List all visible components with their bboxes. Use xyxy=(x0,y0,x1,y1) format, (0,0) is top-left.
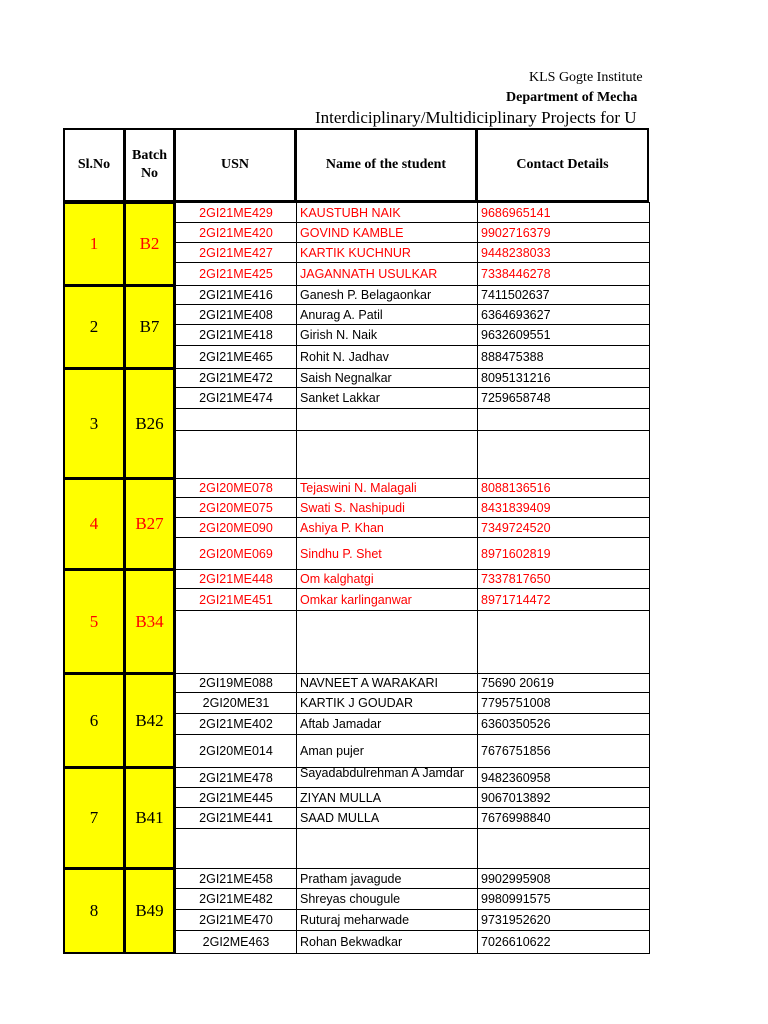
contact-cell: 7338446278 xyxy=(477,262,650,286)
name-cell: SAAD MULLA xyxy=(296,807,478,829)
column-header-slno: Sl.No xyxy=(63,128,125,202)
column-header-usn: USN xyxy=(174,128,296,202)
usn-cell xyxy=(175,408,297,431)
contact-cell: 8095131216 xyxy=(477,368,650,388)
usn-cell: 2GI21ME418 xyxy=(175,324,297,346)
batch-no-cell: B34 xyxy=(124,569,175,674)
usn-cell: 2GI20ME075 xyxy=(175,497,297,518)
project-title: Interdiciplinary/Multidiciplinary Projects for U xyxy=(315,108,637,127)
usn-cell: 2GI21ME420 xyxy=(175,222,297,243)
name-cell: KAUSTUBH NAIK xyxy=(296,202,478,223)
contact-cell: 8088136516 xyxy=(477,478,650,498)
name-cell: Rohan Bekwadkar xyxy=(296,930,478,954)
name-cell: Sayadabdulrehman A Jamdar xyxy=(296,767,478,788)
name-cell: Swati S. Nashipudi xyxy=(296,497,478,518)
sl-no-cell: 4 xyxy=(63,478,125,570)
contact-cell: 7349724520 xyxy=(477,517,650,538)
usn-cell: 2GI20ME069 xyxy=(175,537,297,570)
batch-no-cell: B26 xyxy=(124,368,175,479)
name-cell: NAVNEET A WARAKARI xyxy=(296,673,478,693)
name-cell xyxy=(296,430,478,479)
name-cell: KARTIK J GOUDAR xyxy=(296,692,478,714)
usn-cell: 2GI2ME463 xyxy=(175,930,297,954)
usn-cell xyxy=(175,610,297,674)
usn-cell xyxy=(175,430,297,479)
contact-cell xyxy=(477,408,650,431)
contact-cell: 9482360958 xyxy=(477,767,650,788)
usn-cell: 2GI21ME482 xyxy=(175,888,297,910)
usn-cell: 2GI20ME31 xyxy=(175,692,297,714)
sl-no-cell: 1 xyxy=(63,202,125,286)
batch-no-cell: B49 xyxy=(124,868,175,954)
name-cell: Om kalghatgi xyxy=(296,569,478,589)
contact-cell: 9686965141 xyxy=(477,202,650,223)
name-cell: Sindhu P. Shet xyxy=(296,537,478,570)
contact-cell: 7337817650 xyxy=(477,569,650,589)
name-cell: Saish Negnalkar xyxy=(296,368,478,388)
institute-name: KLS Gogte Institute xyxy=(529,70,643,85)
usn-cell: 2GI21ME465 xyxy=(175,345,297,369)
sl-no-cell: 2 xyxy=(63,285,125,369)
column-header-name: Name of the student xyxy=(295,128,477,202)
usn-cell: 2GI21ME427 xyxy=(175,242,297,263)
contact-cell: 7795751008 xyxy=(477,692,650,714)
name-cell: Ganesh P. Belagaonkar xyxy=(296,285,478,305)
usn-cell xyxy=(175,828,297,869)
name-cell: Pratham javagude xyxy=(296,868,478,889)
name-cell xyxy=(296,828,478,869)
contact-cell: 7676751856 xyxy=(477,734,650,768)
name-cell: Omkar karlinganwar xyxy=(296,588,478,611)
name-cell: Anurag A. Patil xyxy=(296,304,478,325)
column-header-contact: Contact Details xyxy=(476,128,649,202)
usn-cell: 2GI21ME425 xyxy=(175,262,297,286)
name-cell xyxy=(296,408,478,431)
batch-no-cell: B42 xyxy=(124,673,175,768)
usn-cell: 2GI21ME429 xyxy=(175,202,297,223)
contact-cell: 7026610622 xyxy=(477,930,650,954)
name-cell: Ruturaj meharwade xyxy=(296,909,478,931)
usn-cell: 2GI21ME472 xyxy=(175,368,297,388)
sl-no-cell: 7 xyxy=(63,767,125,869)
contact-cell: 7259658748 xyxy=(477,387,650,409)
contact-cell xyxy=(477,828,650,869)
usn-cell: 2GI21ME470 xyxy=(175,909,297,931)
sl-no-cell: 6 xyxy=(63,673,125,768)
contact-cell: 888475388 xyxy=(477,345,650,369)
name-cell: Ashiya P. Khan xyxy=(296,517,478,538)
name-cell: Shreyas chougule xyxy=(296,888,478,910)
usn-cell: 2GI20ME014 xyxy=(175,734,297,768)
name-cell: Rohit N. Jadhav xyxy=(296,345,478,369)
contact-cell: 6364693627 xyxy=(477,304,650,325)
contact-cell xyxy=(477,610,650,674)
contact-cell: 9632609551 xyxy=(477,324,650,346)
batch-no-cell: B27 xyxy=(124,478,175,570)
usn-cell: 2GI21ME451 xyxy=(175,588,297,611)
usn-cell: 2GI21ME402 xyxy=(175,713,297,735)
batch-no-cell: B2 xyxy=(124,202,175,286)
name-cell: GOVIND KAMBLE xyxy=(296,222,478,243)
usn-cell: 2GI21ME474 xyxy=(175,387,297,409)
usn-cell: 2GI21ME448 xyxy=(175,569,297,589)
contact-cell: 6360350526 xyxy=(477,713,650,735)
name-cell: ZIYAN MULLA xyxy=(296,787,478,808)
sl-no-cell: 3 xyxy=(63,368,125,479)
usn-cell: 2GI21ME441 xyxy=(175,807,297,829)
usn-cell: 2GI21ME416 xyxy=(175,285,297,305)
contact-cell xyxy=(477,430,650,479)
usn-cell: 2GI21ME478 xyxy=(175,767,297,788)
name-cell: JAGANNATH USULKAR xyxy=(296,262,478,286)
contact-cell: 9731952620 xyxy=(477,909,650,931)
name-cell: Aman pujer xyxy=(296,734,478,768)
contact-cell: 9980991575 xyxy=(477,888,650,910)
name-cell: Sanket Lakkar xyxy=(296,387,478,409)
contact-cell: 7676998840 xyxy=(477,807,650,829)
contact-cell: 9067013892 xyxy=(477,787,650,808)
usn-cell: 2GI21ME458 xyxy=(175,868,297,889)
usn-cell: 2GI21ME445 xyxy=(175,787,297,808)
contact-cell: 9902995908 xyxy=(477,868,650,889)
contact-cell: 8971602819 xyxy=(477,537,650,570)
usn-cell: 2GI20ME078 xyxy=(175,478,297,498)
contact-cell: 8431839409 xyxy=(477,497,650,518)
usn-cell: 2GI20ME090 xyxy=(175,517,297,538)
name-cell: KARTIK KUCHNUR xyxy=(296,242,478,263)
sl-no-cell: 8 xyxy=(63,868,125,954)
usn-cell: 2GI21ME408 xyxy=(175,304,297,325)
name-cell xyxy=(296,610,478,674)
contact-cell: 9448238033 xyxy=(477,242,650,263)
batch-no-cell: B7 xyxy=(124,285,175,369)
contact-cell: 75690 20619 xyxy=(477,673,650,693)
contact-cell: 8971714472 xyxy=(477,588,650,611)
department-name: Department of Mecha xyxy=(506,90,638,105)
contact-cell: 7411502637 xyxy=(477,285,650,305)
sl-no-cell: 5 xyxy=(63,569,125,674)
name-cell: Tejaswini N. Malagali xyxy=(296,478,478,498)
usn-cell: 2GI19ME088 xyxy=(175,673,297,693)
name-cell: Aftab Jamadar xyxy=(296,713,478,735)
contact-cell: 9902716379 xyxy=(477,222,650,243)
column-header-batch: Batch No xyxy=(124,128,175,202)
name-cell: Girish N. Naik xyxy=(296,324,478,346)
batch-no-cell: B41 xyxy=(124,767,175,869)
